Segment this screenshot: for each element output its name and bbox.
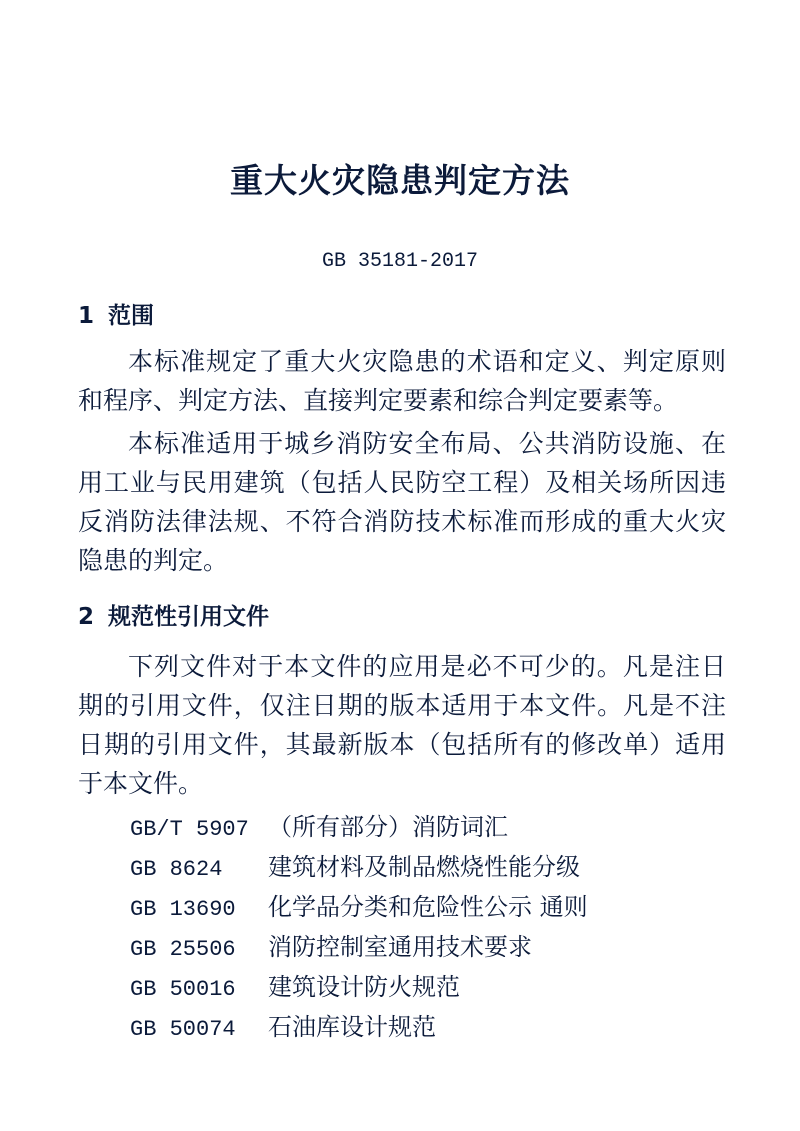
reference-name: 消防控制室通用技术要求 [268,933,532,961]
reference-code: GB 25506 [130,937,236,962]
section-1-number: 1 [78,303,95,329]
document-title: 重大火灾隐患判定方法 [230,161,570,200]
reference-item [130,812,508,845]
section-2-title: 规范性引用文件 [108,604,270,630]
reference-code: GB 8624 [130,857,223,882]
reference-item [130,932,532,965]
section-1-title: 范围 [108,303,155,329]
reference-code: GB/T 5907 [130,817,249,842]
section-2-paragraph: 下列文件对于本文件的应用是必不可少的。凡是注日期的引用文件，仅注日期的版本适用于本文件。凡是不注日期的引用文件，其最新版本（包括所有的修改单）适用于本文件。 [78,652,726,798]
section-2-number: 2 [78,604,95,630]
reference-code: GB 50016 [130,977,236,1002]
reference-code: GB 13690 [130,897,236,922]
reference-code: GB 50074 [130,1017,236,1042]
reference-item [130,972,460,1005]
reference-item [130,1012,436,1045]
section-1-heading [78,297,154,330]
standard-code: GB 35181-2017 [321,250,479,273]
reference-name: （所有部分）消防词汇 [268,813,508,841]
reference-name: 建筑设计防火规范 [268,973,460,1001]
reference-name: 化学品分类和危险性公示 通则 [268,893,588,921]
section-1-paragraph-2: 本标准适用于城乡消防安全布局、公共消防设施、在用工业与民用建筑（包括人民防空工程）及相关场所因违反消防法律法规、不符合消防技术标准而形成的重大火灾隐患的判定。 [78,429,726,575]
reference-name: 建筑材料及制品燃烧性能分级 [268,853,580,881]
section-1-paragraph-1: 本标准规定了重大火灾隐患的术语和定义、判定原则和程序、判定方法、直接判定要素和综合判定要素等。 [78,347,726,415]
reference-item [130,852,580,885]
reference-item [130,892,588,925]
section-2-heading [78,598,269,631]
reference-name: 石油库设计规范 [268,1013,436,1041]
